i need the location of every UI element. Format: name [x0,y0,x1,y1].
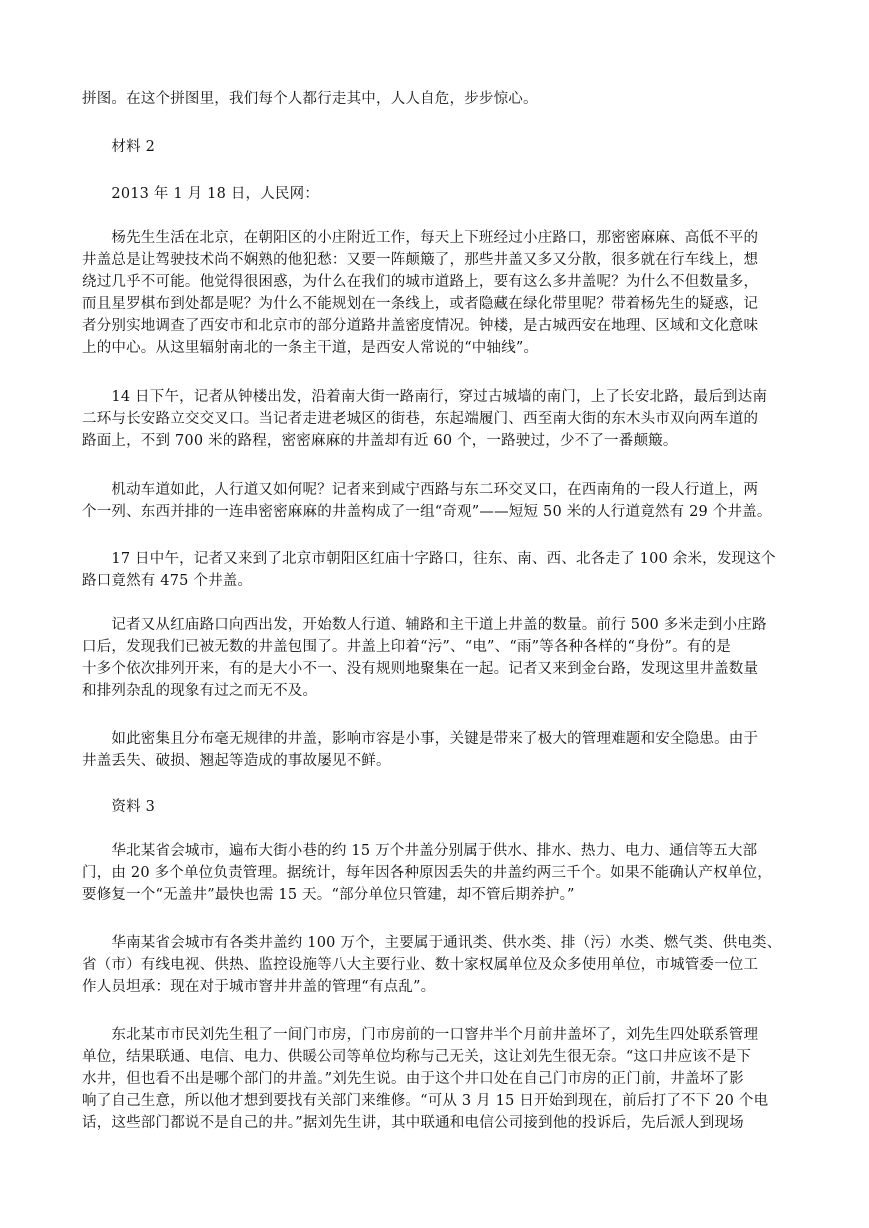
text-line: 井盖丢失、破损、翘起等造成的事故屡见不鲜。 [82,753,391,769]
text-line: 响了自己生意，所以他才想到要找有关部门来维修。“可从 3 月 15 日开始到现在，前后打了不下 20 个电 [82,1093,769,1109]
text-line: 材料 2 [82,139,156,155]
text-line: 如此密集且分布毫无规律的井盖，影响市容是小事，关键是带来了极大的管理难题和安全隐患。由于 [82,731,759,747]
paragraph-dateline [82,183,790,205]
text-line: 拼图。在这个拼图里，我们每个人都行走其中，人人自危，步步惊心。 [82,91,538,107]
text-line: 路口竟然有 475 个井盖。 [82,573,253,589]
text-line: 14 日下午，记者从钟楼出发，沿着南大街一路南行，穿过古城墙的南门，上了长安北路，最后到达南 [82,389,768,405]
text-line: 者分别实地调查了西安市和北京市的部分道路井盖密度情况。钟楼，是古城西安在地理、区域和文化意味 [82,318,759,334]
section-heading-material-3 [82,796,790,818]
text-line: 2013 年 1 月 18 日，人民网： [82,186,320,202]
text-line: 二环与长安路立交交叉口。当记者走进老城区的街巷，东起端履门、西至南大街的东木头市双向两车道的 [82,411,759,427]
paragraph-count-covers [82,614,790,702]
text-line: 井盖总是让驾驶技术尚不娴熟的他犯愁：又要一阵颠簸了，那些井盖又多又分散，很多就在行车线上，想 [82,252,759,268]
text-line: 水井，但也看不出是哪个部门的井盖。”刘先生说。由于这个井口处在自己门市房的正门前，井盖坏了影 [82,1071,744,1087]
text-line: 和排列杂乱的现象有过之而无不及。 [82,683,318,699]
text-line: 杨先生生活在北京，在朝阳区的小庄附近工作，每天上下班经过小庄路口，那密密麻麻、高低不平的 [82,230,759,246]
text-line: 上的中心。从这里辐射南北的一条主干道，是西安人常说的“中轴线”。 [82,340,539,356]
paragraph-northeast-city [82,1024,790,1134]
text-line: 个一列、东西并排的一连串密密麻麻的井盖构成了一组“奇观”——短短 50 米的人行道竟然有 29 个井盖。 [82,504,772,520]
text-line: 机动车道如此，人行道又如何呢？记者来到咸宁西路与东二环交叉口，在西南角的一段人行道上，两 [82,482,759,498]
paragraph-sidewalk [82,479,790,523]
text-line: 记者又从红庙路口向西出发，开始数人行道、辅路和主干道上井盖的数量。前行 500 多米走到小庄路 [82,617,767,633]
text-line: 话，这些部门都说不是自己的井。”据刘先生讲，其中联通和电信公司接到他的投诉后，先后派人到现场 [82,1115,744,1131]
text-line: 华北某省会城市，遍布大街小巷的约 15 万个井盖分别属于供水、排水、热力、电力、通信等五大部 [82,843,758,859]
text-line: 作人员坦承：现在对于城市窨井井盖的管理“有点乱”。 [82,979,436,995]
text-line: 华南某省会城市有各类井盖约 100 万个，主要属于通讯类、供水类、排（污）水类、燃气类、供电类、 [82,935,782,951]
paragraph-south-china-city [82,932,790,998]
paragraph-xian-survey [82,386,790,452]
text-line: 17 日中午，记者又来到了北京市朝阳区红庙十字路口，往东、南、西、北各走了 100 余米，发现这个 [82,551,776,567]
paragraph-north-china-city [82,840,790,906]
text-line: 东北某市市民刘先生租了一间门市房，门市房前的一口窨井半个月前井盖坏了，刘先生四处联系管理 [82,1027,759,1043]
text-line: 口后，发现我们已被无数的井盖包围了。井盖上印着“污”、“电”、“雨”等各种各样的“身份”。有的是 [82,639,731,655]
text-line: 而且星罗棋布到处都是呢？为什么不能规划在一条线上，或者隐藏在绿化带里呢？带着杨先生的疑惑，记 [82,296,759,312]
text-line: 资料 3 [82,799,156,815]
paragraph-beijing-hongmiao [82,548,790,592]
text-line: 路面上，不到 700 米的路程，密密麻麻的井盖却有近 60 个，一路驶过，少不了一番颠簸。 [82,433,678,449]
text-line: 门，由 20 多个单位负责管理。据统计，每年因各种原因丢失的井盖约两三千个。如果不能确认产权单位， [82,865,772,881]
text-line: 省（市）有线电视、供热、监控设施等八大主要行业、数十家权属单位及众多使用单位，市城管委一位工 [82,957,759,973]
section-heading-material-2 [82,136,790,158]
text-line: 单位，结果联通、电信、电力、供暖公司等单位均称与己无关，这让刘先生很无奈。“这口井应该不是下 [82,1049,752,1065]
text-line: 绕过几乎不可能。他觉得很困惑，为什么在我们的城市道路上，要有这么多井盖呢？为什么不但数量多， [82,274,759,290]
text-line: 要修复一个“无盖井”最快也需 15 天。“部分单位只管建，却不管后期养护。” [82,887,575,903]
paragraph-intro-tail [82,88,790,110]
paragraph-mr-yang [82,227,790,359]
paragraph-safety-hazard [82,728,790,772]
text-line: 十多个依次排列开来，有的是大小不一、没有规则地聚集在一起。记者又来到金台路，发现这里井盖数量 [82,661,759,677]
